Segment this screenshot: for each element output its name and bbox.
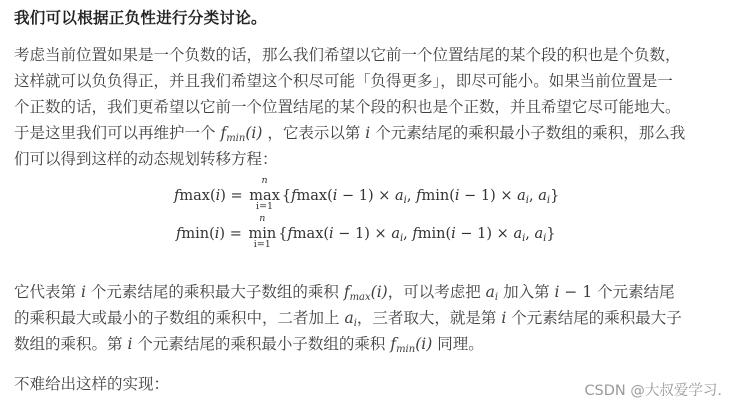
paragraph-3: 不难给出这样的实现： [14, 375, 170, 393]
paragraph-1 [14, 42, 720, 172]
section-heading: 我们可以根据正负性进行分类讨论。 [14, 9, 267, 27]
min-operator: n min i=1 [248, 213, 277, 250]
text-segment: ，它表示以第 [267, 124, 361, 142]
csdn-watermark: CSDN @大叔爱学习. [584, 383, 722, 399]
paragraph-1-line-5: 们可以得到这样的动态规划转移方程： [14, 150, 278, 168]
paragraph-1-line-4 [14, 120, 720, 146]
text-segment: 于是这里我们可以再维护一个 [14, 124, 216, 142]
math-i: i [365, 124, 371, 142]
paragraph-1-line-1: 考虑当前位置如果是一个负数的话，那么我们希望以它前一个位置结尾的某个段的积也是个负数， [14, 46, 681, 64]
paragraph-1-line-3: 个正数的话，我们更希望以它前一个位置结尾的某个段的积也是个正数，并且希望它尽可能地大。 [14, 98, 681, 116]
paragraph-2-line-1: 它代表第 i 个元素结尾的乘积最大子数组的乘积 $f_{max}(i)$，可以考虑把 $a_i$ 加入第 i − 1 个元素结尾 [14, 283, 675, 303]
equation-fmin: fmin(i) = n min i=1 {$fmax(i - 1) \times a_i$, $fmin(i - 1) \times a_i$, $a_i$} [176, 213, 556, 250]
paragraph-2 [14, 279, 720, 357]
equation-fmax: fmax(i) = n max i=1 {$fmax(i - 1) \times a_i$, $fmin(i - 1) \times a_i$, $a_i$} [174, 175, 560, 212]
paragraph-2-line-3: 数组的乘积。第 i 个元素结尾的乘积最小子数组的乘积 $f_{min}(i)$ 同理。 [14, 335, 484, 355]
text-segment: 个元素结尾的乘积最小子数组的乘积，那么我 [375, 124, 686, 142]
paragraph-1-line-2: 这样就可以负负得正，并且我们希望这个积尽可能「负得更多」，即尽可能小。如果当前位置是一 [14, 72, 673, 90]
math-fmin-i: $f_{min}(i)$ [220, 124, 263, 144]
paragraph-2-line-2: 的乘积最大或最小的子数组的乘积中，二者加上 $a_i$，三者取大，就是第 i 个元素结尾的乘积最大子 [14, 309, 682, 329]
max-operator: n max i=1 [249, 175, 280, 212]
